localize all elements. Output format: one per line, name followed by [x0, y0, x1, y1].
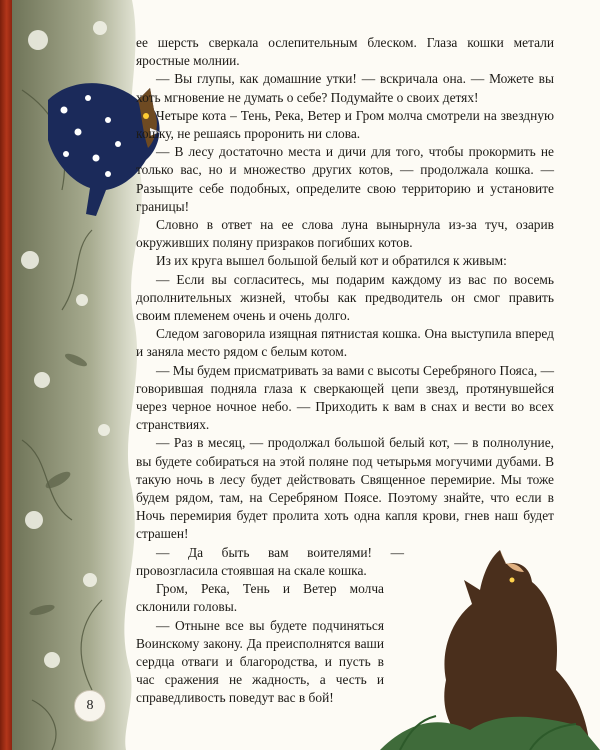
paragraph-8: Следом заговорила изящная пятнистая кошка. Она выступила вперед и заняла место рядом с белым котом. — [136, 326, 554, 360]
book-binding-edge — [0, 0, 12, 750]
paragraph-9: — Мы будем присматривать за вами с высоты Серебряного Пояса, — говорившая подняла глаза к сверкающей цепи звезд, протянувшейся через черное ночное небо. — Приходить к вам в снах и вести во всех странствиях. — [136, 362, 554, 433]
paragraph-10: — Раз в месяц, — продолжал большой белый кот, — в полнолуние, вы будете собираться на этой поляне под четырьмя могучими дубами. В такую ночь в лесу будет действовать Священное перемирие. Мы тоже будем рядом, там, на Серебряном Поясе. Поэтому знайте, что если в Ночь перемирия будет пролита хоть одна капля крови, гнев наш будет страшен! — [136, 435, 554, 542]
paragraph-2: — Вы глупы, как домашние утки! — вскричала она. — Можете вы хоть мгновение не думать о себе? Подумайте о своих детях! — [136, 71, 554, 105]
paragraph-5: Словно в ответ на ее слова луна вынырнула из-за туч, озарив окруживших поляну призраков погибших котов. — [136, 217, 554, 251]
paragraph-4: — В лесу достаточно места и дичи для того, чтобы прокормить не только вас, но и множество других котов, — продолжала кошка. — Разыщите себе подобных, определите свою территорию и установите границы! — [136, 144, 554, 214]
paragraph-3: Четыре кота – Тень, Река, Ветер и Гром молча смотрели на звездную кошку, не решаясь проронить ни слова. — [136, 107, 554, 142]
paragraph-7: — Если вы согласитесь, мы подарим каждому из вас по восемь дополнительных жизней, чтобы как предводитель он смог править своим племенем очень и очень долго. — [136, 271, 554, 324]
paragraph-11: — Да быть вам воителями! — провозгласила стоявшая на скале кошка. — [136, 544, 404, 578]
paragraph-12: Гром, Река, Тень и Ветер молча склонили головы. — [136, 581, 384, 615]
paragraph-13: — Отныне все вы будете подчиняться Воинскому закону. Да преисполнятся ваши сердца отваги и благородства, и пусть в час сражения не жадность, а честь и справедливость поведут вас в бой! — [136, 617, 384, 706]
story-text — [136, 34, 554, 708]
page-number: 8 — [74, 690, 106, 722]
paragraph-1: ее шерсть сверкала ослепительным блеском. Глаза кошки метали яростные молнии. — [136, 35, 554, 69]
paragraph-6: Из их круга вышел большой белый кот и обратился к живым: — [156, 253, 507, 269]
